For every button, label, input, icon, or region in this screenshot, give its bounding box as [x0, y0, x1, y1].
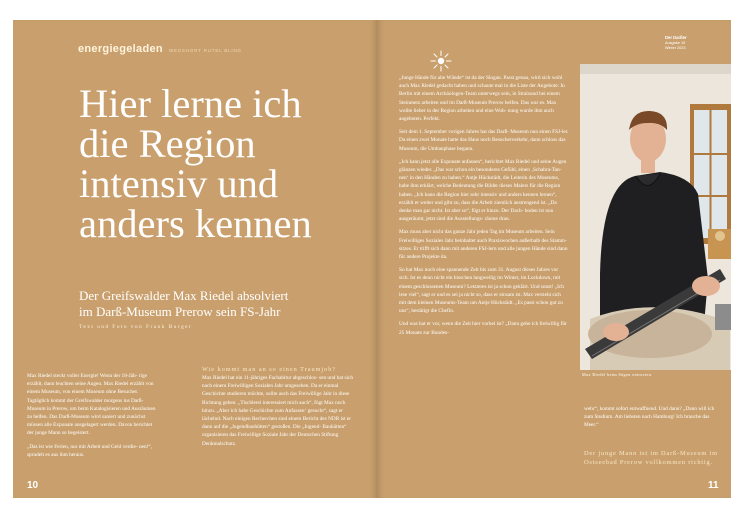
rubric: [78, 43, 242, 55]
paragraph: Max Riedel steckt voller Energie! Wenn der 18-Jäh- rige erzählt, dann leuchten seine Augen. Max Riedel erzählt von einem Museum, von einem Museum ohne Besucher. Tagtäglich kommt der Greifswalder morgens ins Darß-Museum in Prerow, um beim Katalogisieren und Ausräumen zu helfen. Das Darß-Museum wird saniert und zunächst müssen alle Exponate ausgelagert werden. Davon berichtet der junge Mann so begeistert.: [27, 373, 156, 437]
photo-illustration: [580, 64, 731, 370]
headline-line: Hier lerne ich: [79, 81, 302, 126]
page-number-left: 10: [27, 480, 39, 491]
author-credit: Text und Foto von Frank Burger: [79, 324, 193, 330]
headline-line: die Region: [79, 121, 256, 166]
left-page: [13, 20, 377, 498]
headline: [79, 81, 369, 246]
paragraph: „Das ist wie Ferien, nur mit Arbeit und Geld verdie- nen!“, sprudelt es aus ihm heraus.: [27, 443, 153, 458]
section-heading: Wie kommt man an so einen Traumjob?: [202, 366, 337, 373]
issue-meta: [665, 35, 687, 52]
subheadline-line: Der Greifswalder Max Riedel absolviert: [79, 288, 289, 303]
magazine-spread: [13, 20, 731, 498]
page-number-right: 11: [708, 480, 719, 491]
paragraph: Max Riedel hat ein 11-jähriges Fachabitur abgeschlos- sen und hat sich nach einem Freiwilligen Sozialen Jahr umgesehen. Da er einmal Geschichte studieren möchte, sollte auch das Freiwillige Jahr in diese Richtung gehen. „Tischlerei interessiert mich auch“, fügt Max noch hinzu. „Aber ich habe Geschichte zum Anfassen‘ gesucht“, sagt er lächelnd. Nach einigen Recherchen sind einem Bericht des NDR ist er dann auf die „Jugendbauhütten“ gestoßen. Die „Jugend- Bauhütten“ organisieren das Freiwillige Soziale Jahr der Deutschen Stiftung Denkmalschutz.: [202, 375, 354, 447]
rubric-title: energiegeladen: [78, 43, 163, 55]
body-column-2: [202, 366, 358, 453]
subheadline-line: im Darß-Museum Prerow sein FS-Jahr: [79, 303, 281, 319]
paragraph: wehr“, kommt sofort entwaffnend. Und dann? „Dann will ich zum Studium. Am liebsten nach Hamburg! Ich brauche das Meer.“: [584, 406, 715, 429]
closing-statement: Der junge Mann ist im Darß-Museum im Ostseebad Prerow vollkommen richtig.: [584, 450, 718, 466]
paragraph: Max muss aber nicht das ganze Jahr jeden Tag im Museum arbeiten. Sein Freiwilliges Soziales Jahr beinhaltet auch Praxiswochen außerhalb des Stamm- sitzes. Er trifft sich dann mit anderen FSJ-lern und alle jungen Hände sind dann für andere Projekte da.: [399, 229, 568, 261]
body-column-1: [27, 372, 159, 464]
sun-ornament-icon: [430, 50, 452, 72]
paragraph: Und was hat er vor, wenn die Zeit hier vorbei ist? „Dann gehe ich freiwillig für 25 Monate zur Bundes-: [399, 321, 567, 336]
headline-line: anders kennen: [79, 201, 312, 246]
body-column-3: [399, 74, 569, 342]
body-column-4: [584, 405, 724, 435]
photo-caption: Max Riedel beim Sägen entrosten.: [582, 372, 653, 377]
meta-issue: Ausgabe 15: [665, 40, 686, 45]
meta-season: Winter 2023: [665, 46, 686, 50]
paragraph: „Junge Hände für alte Wände“ ist da der Slogan. Passt genau, wird sich wohl auch Max Riedel gedacht haben und schaute mal in die Liste der Angebote: In Berlin mit einem Archäologen-Team unterwegs sein, in Stralsund bei einem Steinmetz arbeiten und im Darß-Museum Prerow helfen. Das war es. Max wollte lieber in der Region arbeiten und eine Woh- nung wurde ihm auch angeboten. Perfekt.: [399, 75, 565, 123]
paragraph: Seit dem 1. September vorigen Jahres hat das Darß- Museum nun einen FSJ-ler. Da einen zwei Monate hatte das Haus noch Besucherverkehr, dann schloss das Museum, die Umbauphase begann.: [399, 129, 569, 152]
paragraph: So hat Max noch eine spannende Zeit bis zum 31. August dieses Jahres vor sich. Ist es denn nicht ein bisschen langweilig im Winter, im Lockdown, mit einem geschlossenen Museum? Letzteres ist ja schon geklärt. Und sonst! „Ich lese viel“, sagt er und es sei ja nicht so, dass er einsam ist. Max versteht sich mit dem kleinen Museums-Team um Antje Hückstädt. „Es passt schon gut zu uns“, bestätigt die Chefin.: [399, 267, 564, 315]
rubric-subtitle: WEGSHORT RUTEL BLING: [168, 48, 242, 53]
meta-title: Der Darßer: [665, 35, 687, 40]
subheadline: [79, 288, 369, 319]
right-page: [377, 20, 731, 498]
portrait-photo: [580, 64, 731, 370]
paragraph: „Ich kann jetzt alle Exponate anfassen“, berichtet Max Riedel und seine Augen glänzen wieder. „Das war schon ein besonderes Gefühl, einen ‚Schabra-Tan- nen‘ in den Händen zu haben.“ Antje Hückstädt, die Leiterin des Museums, habe ihm erklärt, welche Bedeutung die Bilder dieses Malers für die Region haben. „Ich kann die Region hier sehr intensiv und anders kennen lernen“, erzählt er weiter und gibt zu, dass die Arbeit ziemlich anstrengend ist. „Da denke man gar nicht. Ist aber so“, fügt er hinzu. Der Dach- boden ist nun ausgeräumt, jetzt sind die Ausstellungs- räume dran.: [399, 158, 567, 223]
headline-line: intensiv und: [79, 161, 279, 206]
